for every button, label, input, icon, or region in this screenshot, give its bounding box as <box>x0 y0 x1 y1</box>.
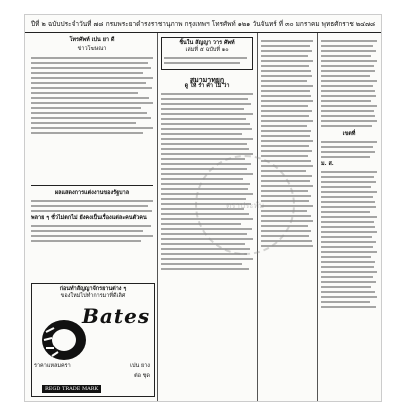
middle-header-box <box>161 37 253 70</box>
top-subheading: ข่าวโฆษณา <box>77 46 107 52</box>
article-text <box>321 171 377 308</box>
column-divider <box>317 33 318 401</box>
right-section-subheading: ม. ส. <box>321 161 334 167</box>
trade-mark-label: REGD TRADE MARK <box>42 385 101 393</box>
masthead <box>25 15 381 33</box>
article-text <box>321 141 377 158</box>
middle-subheadline: ดู ให้ รำ คำ ไม่ ว่า <box>184 83 230 89</box>
right-section-heading: เขตที่ <box>342 131 356 137</box>
bates-wordmark: Bates <box>82 304 151 328</box>
left-column-top <box>31 37 153 137</box>
ad-line-2: ของใหม่ไปทำการมาที่ดีเลิศ <box>60 293 126 299</box>
watermark-stamp <box>195 155 295 255</box>
middle-header-line1: ชิ้นใน สัญญา วาร ศัพท์ <box>179 40 235 46</box>
masthead-right: วันจันทร์ ที่ ๓๐ มกราคม พุทธศักราช ๒๔๗๘ <box>252 19 375 28</box>
column-divider <box>157 33 158 401</box>
header-text <box>164 57 250 64</box>
article-text <box>31 225 153 242</box>
watermark-text: ตราประทับ <box>225 200 264 210</box>
masthead-center: กรมพระยาดำรงราชานุภาพ กรุงเทพฯ โทรศัพท์ ๑๒๑ <box>105 19 251 28</box>
left-column-middle <box>31 185 153 245</box>
article-text <box>31 200 153 212</box>
bates-advertisement <box>31 283 155 397</box>
price-unit: ต่อ ชุด <box>134 373 150 379</box>
right-column <box>321 37 377 311</box>
article-text <box>31 57 153 134</box>
middle-heading: ผลแสดงการแต่งงานของรัฐบาล <box>54 190 130 196</box>
middle-subheading: พลาย ๆ ชั่วไม่ตกไม่ ยังคงเป็นเรื่องแต่ละคนตัวคน <box>31 215 147 221</box>
top-heading: โทรศัพท์ เปน ยา ดี <box>69 37 115 43</box>
article-text <box>321 40 377 127</box>
middle-headline: สมามาทยูกู <box>189 75 225 84</box>
newspaper-page <box>24 14 382 402</box>
price-left: ราคาแหลมครา <box>34 363 71 369</box>
masthead-left: ปีที่ ๒ ฉบับประจำวันที่ ๗๘ <box>31 19 104 28</box>
middle-header-line2: เล่มที่ ๕ ฉบับที่ ๑๐ <box>185 47 229 53</box>
ad-line: ก่อนทำสัญญาจักรยานต่าง ๆ <box>59 286 127 292</box>
price-right: เปน ยาง <box>130 363 150 369</box>
